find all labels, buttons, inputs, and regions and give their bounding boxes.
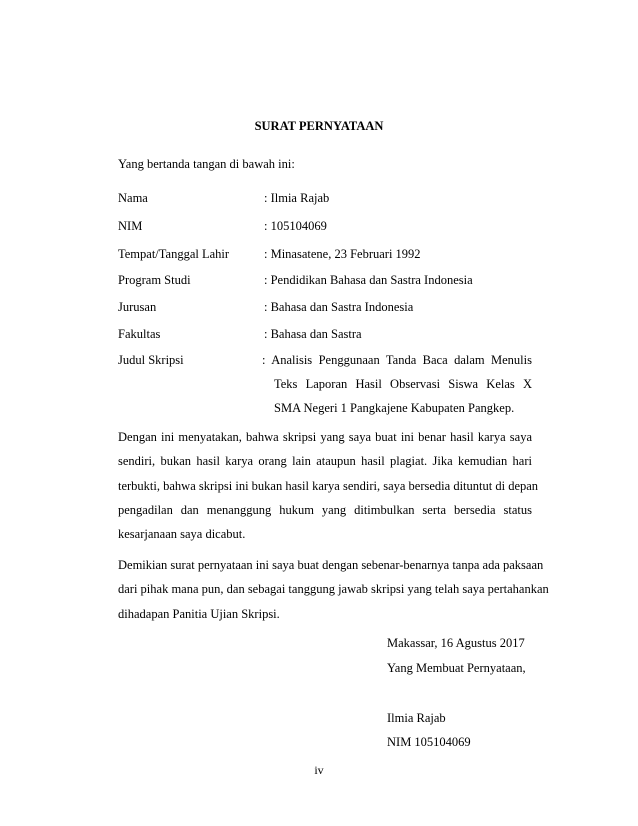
paragraph-line: dari pihak mana pun, dan sebagai tanggung jawab skripsi yang telah saya pertahankan <box>118 582 549 596</box>
paragraph-line: dihadapan Panitia Ujian Skripsi. <box>118 607 280 621</box>
field-value-jurusan: : Bahasa dan Sastra Indonesia <box>264 300 414 314</box>
judul-continuation-line: SMA Negeri 1 Pangkajene Kabupaten Pangkep. <box>274 401 515 415</box>
field-value-nama: : Ilmia Rajab <box>264 191 330 205</box>
field-value-ttl: : Minasatene, 23 Februari 1992 <box>264 247 421 261</box>
signature-role: Yang Membuat Pernyataan, <box>387 661 526 675</box>
field-label-program-studi: Program Studi <box>118 273 191 287</box>
field-label-fakultas: Fakultas <box>118 327 161 341</box>
judul-continuation-line: Teks Laporan Hasil Observasi Siswa Kelas X <box>274 377 532 391</box>
field-value-judul-skripsi: : Analisis Penggunaan Tanda Baca dalam Menulis <box>262 353 532 367</box>
field-value-nim: : 105104069 <box>264 219 327 233</box>
paragraph-line: kesarjanaan saya dicabut. <box>118 527 246 541</box>
field-label-nim: NIM <box>118 219 143 233</box>
intro-text: Yang bertanda tangan di bawah ini: <box>118 157 295 171</box>
page-number: iv <box>314 763 324 777</box>
field-label-ttl: Tempat/Tanggal Lahir <box>118 247 230 261</box>
field-value-fakultas: : Bahasa dan Sastra <box>264 327 362 341</box>
signature-nim: NIM 105104069 <box>387 735 471 749</box>
document-title: SURAT PERNYATAAN <box>254 119 384 133</box>
paragraph-line: Demikian surat pernyataan ini saya buat dengan sebenar-benarnya tanpa ada paksaan <box>118 558 544 572</box>
paragraph-line: sendiri, bukan hasil karya orang lain ataupun hasil plagiat. Jika kemudian hari <box>118 454 532 468</box>
paragraph-line: terbukti, bahwa skripsi ini bukan hasil karya sendiri, saya bersedia dituntut di depan <box>118 479 539 493</box>
signature-name: Ilmia Rajab <box>387 711 446 725</box>
paragraph-line: Dengan ini menyatakan, bahwa skripsi yang saya buat ini benar hasil karya saya <box>118 430 532 444</box>
field-label-nama: Nama <box>118 191 148 205</box>
field-label-judul-skripsi: Judul Skripsi <box>118 353 184 367</box>
field-value-program-studi: : Pendidikan Bahasa dan Sastra Indonesia <box>264 273 473 287</box>
field-label-jurusan: Jurusan <box>118 300 157 314</box>
paragraph-line: pengadilan dan menanggung hukum yang ditimbulkan serta bersedia status <box>118 503 532 517</box>
signature-place-date: Makassar, 16 Agustus 2017 <box>387 636 525 650</box>
